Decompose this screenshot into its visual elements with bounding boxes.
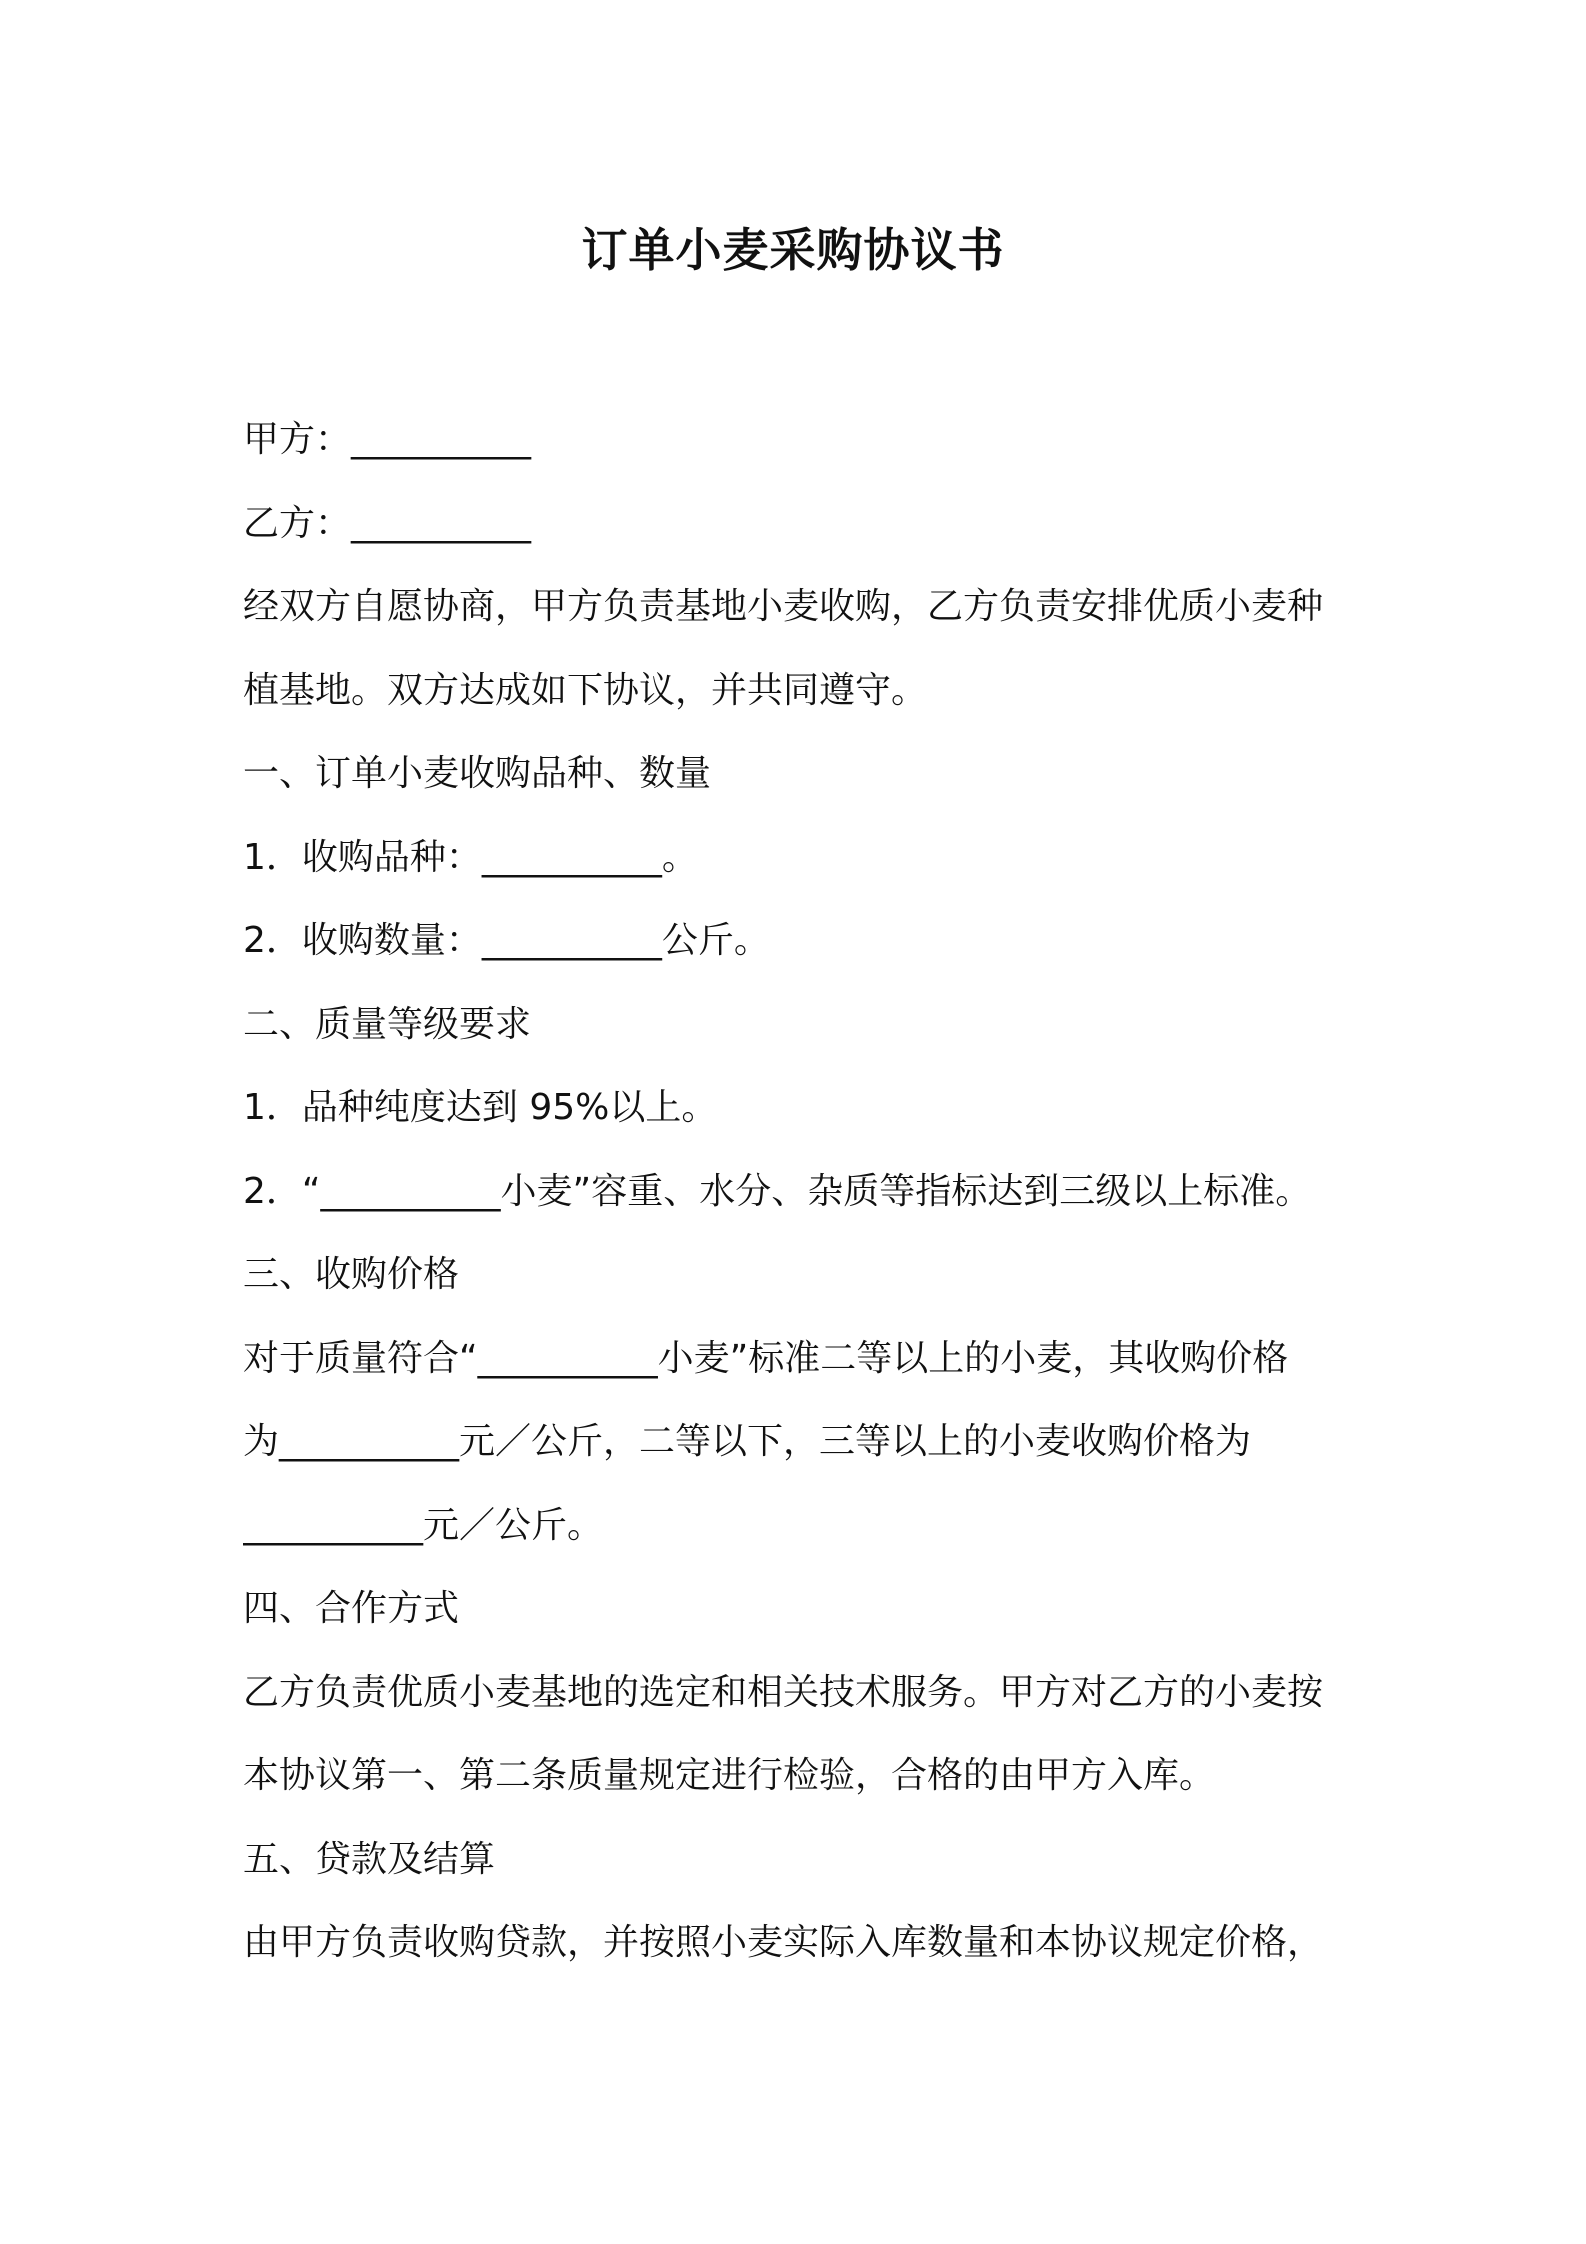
intro-paragraph-line: 经双方自愿协商，甲方负责基地小麦收购，乙方负责安排优质小麦种	[243, 586, 1324, 627]
clause-item: 1．收购品种：__________。	[243, 836, 698, 878]
section-heading-quality: 二、质量等级要求	[243, 1003, 532, 1045]
clause-item: 2．“__________小麦”容重、水分、杂质等指标达到三级以上标准。	[243, 1170, 1312, 1212]
document-title: 订单小麦采购协议书	[581, 223, 1005, 277]
party-b-line: 乙方：__________	[243, 502, 532, 544]
price-paragraph-line: __________元／公斤。	[243, 1504, 604, 1546]
section-heading-cooperation: 四、合作方式	[243, 1588, 460, 1629]
party-a-line: 甲方：__________	[243, 419, 532, 460]
document-body	[243, 398, 1363, 1985]
cooperation-paragraph-line: 乙方负责优质小麦基地的选定和相关技术服务。甲方对乙方的小麦按	[243, 1671, 1324, 1713]
settlement-paragraph-line: 由甲方负责收购贷款，并按照小麦实际入库数量和本协议规定价格，	[243, 1922, 1324, 1963]
cooperation-paragraph-line: 本协议第一、第二条质量规定进行检验，合格的由甲方入库。	[243, 1755, 1216, 1796]
clause-item: 2．收购数量：__________公斤。	[243, 920, 770, 961]
section-heading-loan-settlement: 五、贷款及结算	[243, 1838, 496, 1880]
clause-item: 1．品种纯度达到 95%以上。	[243, 1087, 718, 1128]
section-heading-variety-quantity: 一、订单小麦收购品种、数量	[243, 753, 712, 794]
section-heading-price: 三、收购价格	[243, 1254, 460, 1295]
intro-paragraph-line: 植基地。双方达成如下协议，并共同遵守。	[243, 669, 928, 711]
price-paragraph-line: 对于质量符合“__________小麦”标准二等以上的小麦，其收购价格	[243, 1337, 1289, 1379]
price-paragraph-line: 为__________元／公斤，二等以下，三等以上的小麦收购价格为	[243, 1421, 1252, 1462]
